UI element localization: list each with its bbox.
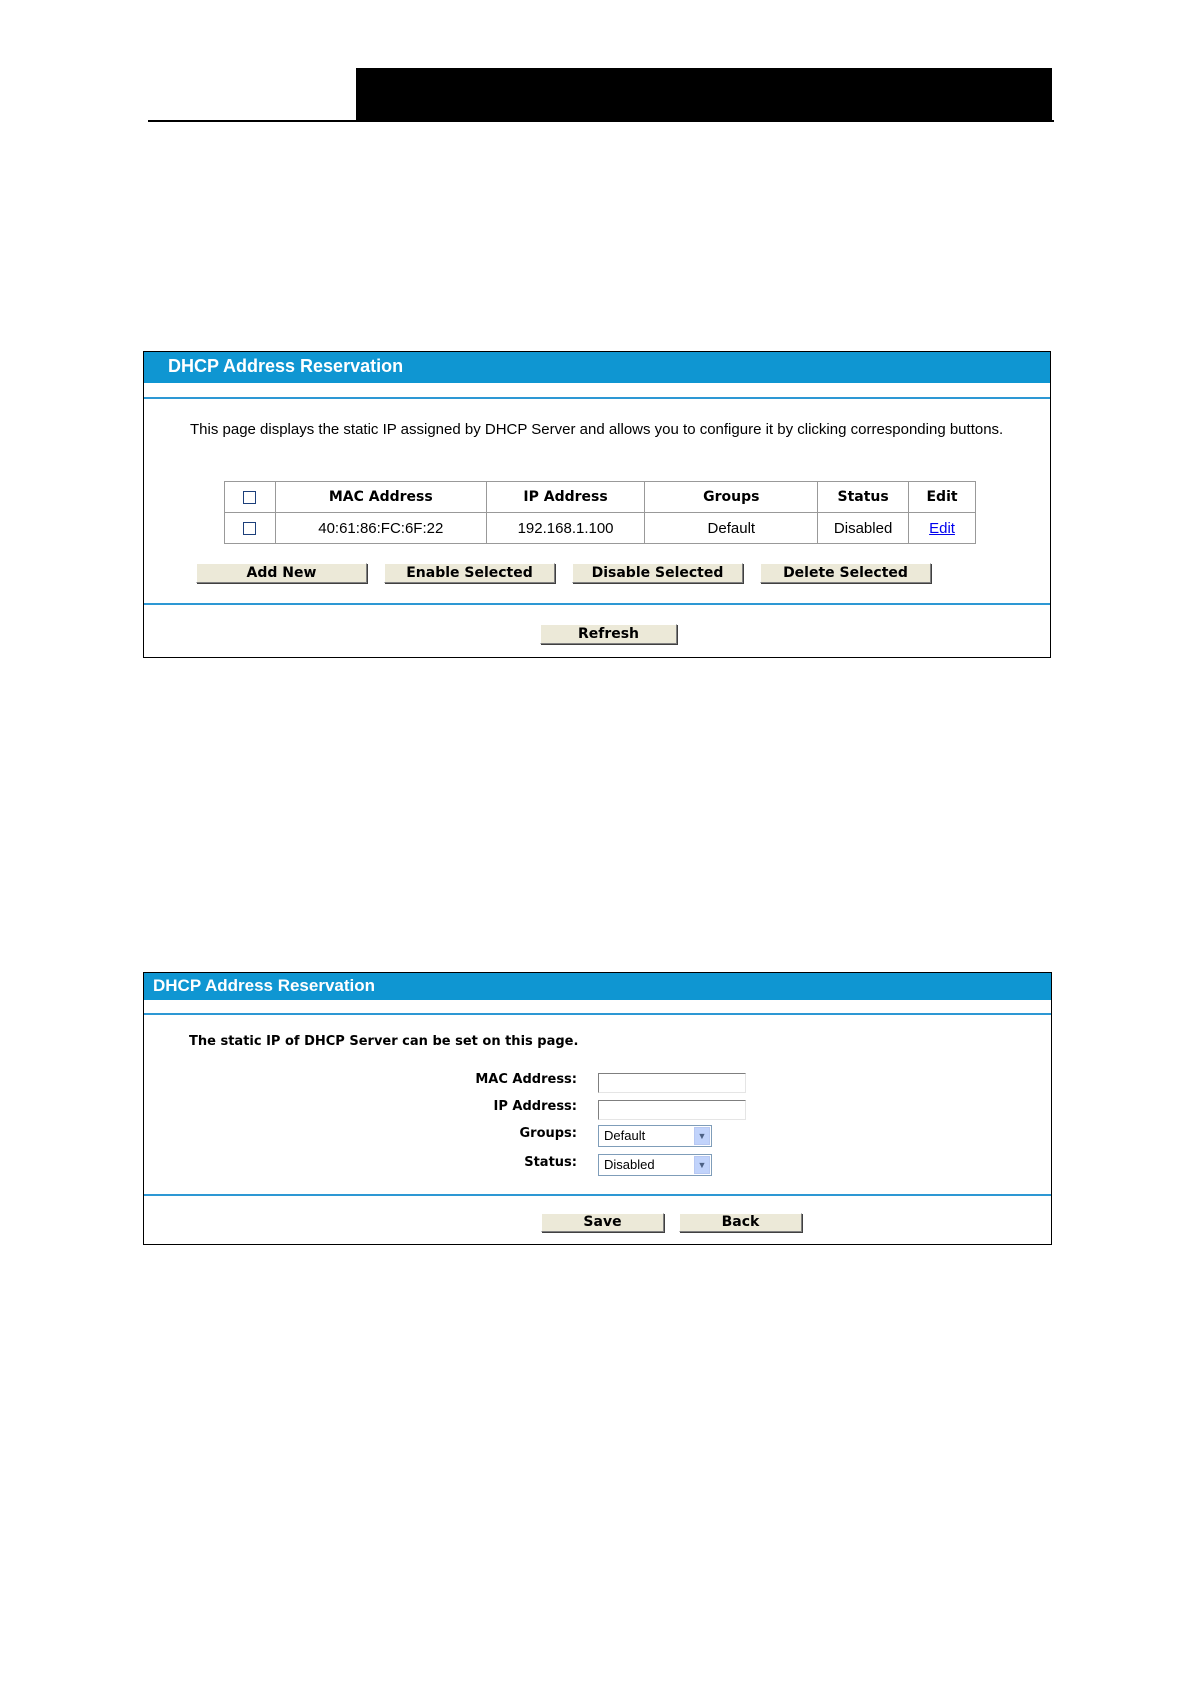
status-select[interactable]: [598, 1154, 712, 1176]
back-button[interactable]: Back: [679, 1213, 802, 1232]
panel-title: DHCP Address Reservation: [144, 973, 1051, 1000]
delete-selected-button[interactable]: Delete Selected: [760, 563, 931, 583]
row-group: Default: [645, 513, 818, 544]
groups-selected-value: Default: [604, 1128, 646, 1143]
enable-selected-button[interactable]: Enable Selected: [384, 563, 555, 583]
header-ip-address: IP Address: [486, 482, 645, 513]
refresh-button[interactable]: Refresh: [540, 624, 677, 644]
ip-address-label: IP Address:: [493, 1099, 577, 1114]
row-ip-address: 192.168.1.100: [486, 513, 645, 544]
panel-divider: [144, 1194, 1051, 1196]
form-description: The static IP of DHCP Server can be set on this page.: [189, 1034, 579, 1049]
save-button[interactable]: Save: [541, 1213, 664, 1232]
status-label: Status:: [524, 1155, 577, 1170]
page-description: This page displays the static IP assigned by DHCP Server and allows you to configure it by clicking corresponding buttons.: [190, 421, 1004, 438]
panel-title: DHCP Address Reservation: [144, 352, 1050, 383]
groups-label: Groups:: [519, 1126, 577, 1141]
header-groups: Groups: [645, 482, 818, 513]
mac-address-label: MAC Address:: [475, 1072, 577, 1087]
row-status: Disabled: [818, 513, 909, 544]
row-mac-address: 40:61:86:FC:6F:22: [275, 513, 486, 544]
header-mac-address: MAC Address: [275, 482, 486, 513]
select-all-checkbox[interactable]: [243, 491, 256, 504]
reservation-table: [224, 481, 976, 544]
chevron-down-icon: ▼: [694, 1127, 710, 1145]
header-edit: Edit: [909, 482, 976, 513]
disable-selected-button[interactable]: Disable Selected: [572, 563, 743, 583]
header-status: Status: [818, 482, 909, 513]
table-header-row: [225, 482, 976, 513]
panel-divider: [144, 1013, 1051, 1015]
table-row: [225, 513, 976, 544]
document-header-bar: [356, 68, 1052, 121]
select-all-cell: [225, 482, 276, 513]
add-new-button[interactable]: Add New: [196, 563, 367, 583]
row-edit-link[interactable]: Edit: [929, 519, 955, 537]
chevron-down-icon: ▼: [694, 1156, 710, 1174]
reservation-list-panel: [143, 351, 1051, 658]
row-edit-cell: [909, 513, 976, 544]
row-checkbox[interactable]: [243, 522, 256, 535]
mac-address-input[interactable]: [598, 1073, 746, 1093]
ip-address-input[interactable]: [598, 1100, 746, 1120]
panel-divider: [144, 603, 1050, 605]
status-selected-value: Disabled: [604, 1157, 655, 1172]
row-select-cell: [225, 513, 276, 544]
panel-divider: [144, 397, 1050, 399]
reservation-form-panel: [143, 972, 1052, 1245]
document-header-line: [148, 120, 1054, 122]
groups-select[interactable]: [598, 1125, 712, 1147]
